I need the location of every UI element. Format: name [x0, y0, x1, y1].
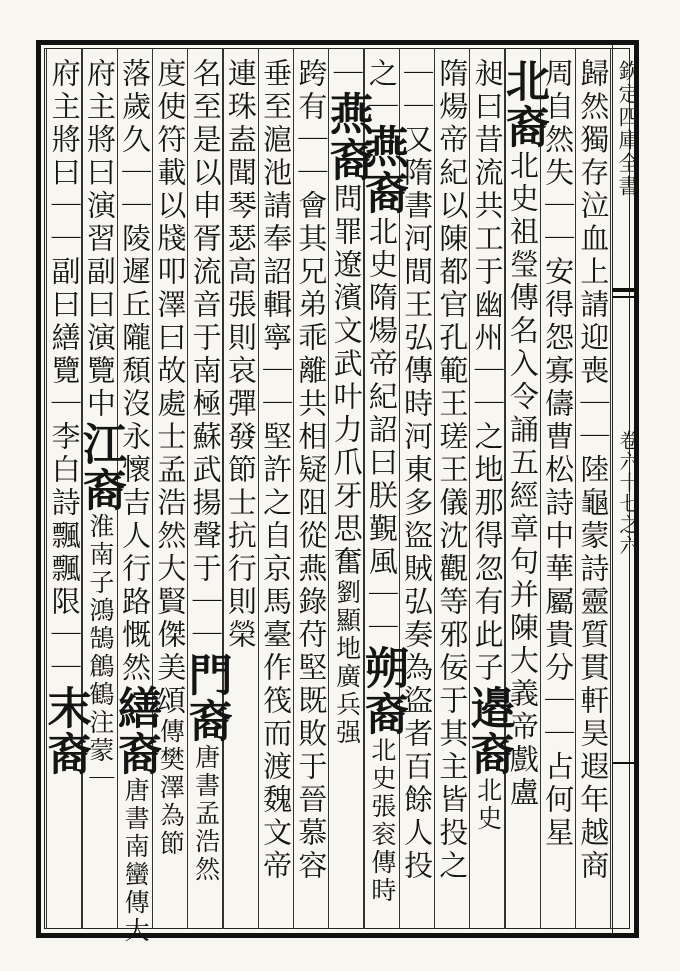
entry-heading: 燕裔	[321, 91, 373, 183]
volume-label: 卷六十七之六	[616, 430, 640, 556]
entry-heading: 末裔	[39, 685, 91, 777]
body-text: 度使符載以牋叩澤曰故處士孟浩然大賢傑美頌	[153, 58, 188, 718]
body-text: 周自然失｜｜安得怨寡儔曹松詩中華屬貴分｜｜占何星	[541, 58, 576, 850]
body-text: ｜｜又隋書河間王弘傳時河東多盜賊弘奏為盜者百餘人投	[400, 58, 435, 883]
body-text: 府主將曰｜｜副曰繕覽	[47, 58, 82, 388]
entry-heading: 朔裔	[356, 645, 408, 737]
body-text: 問罪遼濱文武叶力爪牙思奮	[329, 183, 364, 579]
body-text: 北史隋煬帝紀詔曰朕覲風｜｜	[364, 216, 399, 645]
body-text: ｜李白詩飄飄限｜｜	[47, 388, 82, 685]
body-text: 隋煬帝紀以陳都官孔範王瑳王儀沈觀等邪佞于其主皆投之	[435, 58, 470, 883]
text-column	[39, 58, 91, 928]
book-title: 欽定四庫全書	[616, 60, 640, 198]
source-note: 北史	[473, 777, 503, 833]
body-text: 垂至滬池請奉詔輯寧｜｜堅許之自京馬臺作筏而渡魏文帝	[259, 58, 294, 883]
body-text: 落歲久｜｜陵遲丘隴頹沒永懷吉人行路慨然	[118, 58, 153, 685]
source-note: 北史張衮傳時	[367, 737, 397, 905]
lower-margin-rule	[612, 762, 638, 764]
body-text: 府主將曰演習副曰演覽中	[82, 58, 117, 421]
fish-tail-rule	[612, 296, 638, 298]
body-text: 名至是以申胥流音于南極蘇武揚聲于｜｜	[188, 58, 223, 652]
body-text: 歸然獨存泣血上請迎喪｜｜陸龜蒙詩靈質貫軒昊遐年越商	[576, 58, 611, 883]
entry-heading: 門裔	[180, 652, 232, 744]
body-text: 之｜	[364, 58, 399, 124]
source-note: 唐書孟浩然	[191, 744, 221, 884]
entry-heading: 江裔	[74, 421, 126, 513]
source-note: 劉顯地廣兵强	[332, 579, 362, 747]
entry-heading: 北裔	[497, 58, 549, 150]
fish-tail-mark	[612, 288, 638, 292]
body-text: 北史祖瑩傳名入令誦五經章句并陳大義帝戲盧	[505, 150, 540, 810]
body-text: 昶曰昔流共工于幽州｜｜之地那得忽有此子	[470, 58, 505, 685]
source-note: 傳樊澤為節	[156, 718, 186, 858]
entry-heading: 燕裔	[356, 124, 408, 216]
source-note: 唐書南蠻傳大	[121, 777, 151, 945]
body-text: 連珠盍聞琴瑟高張則哀彈發節士抗行則榮	[223, 58, 258, 652]
body-text: ｜	[329, 58, 364, 91]
entry-heading: 邉裔	[462, 685, 514, 777]
source-note: 淮南子鴻鵠鶬鶴注蒙｜	[85, 513, 115, 793]
body-text: 跨有｜｜會其兄弟乖離共相疑阻從燕錄苻堅既敗于晉慕容	[294, 58, 329, 883]
entry-heading: 繕裔	[110, 685, 162, 777]
